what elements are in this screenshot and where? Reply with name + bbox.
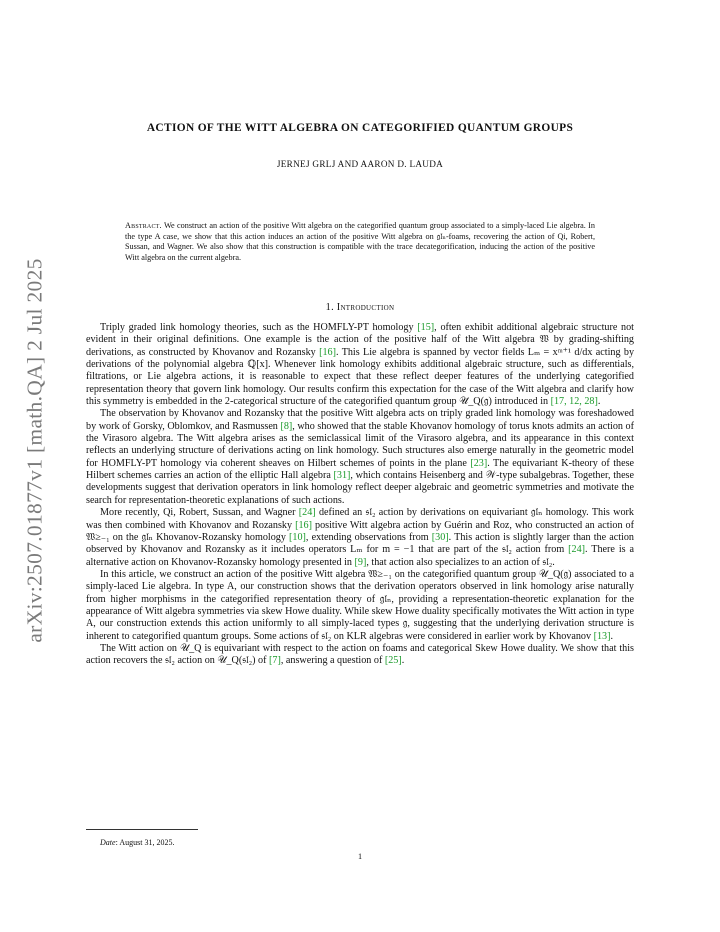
- section-heading-introduction: 1. Introduction: [325, 302, 395, 313]
- paragraph: [86, 322, 634, 408]
- paragraph-text: . This Lie algebra is spanned by vector fields Lₘ = xᵐ⁺¹ d/dx acting by derivations of the polynomial algebra ℚ[x]. Whenever link homology exhibits additional algebraic structure, such as differentials, filtrations, or Lie algebra actions, it is reasonable to expect that these reflect deeper features of the underlying categorified representation theory that govern link homology. Our results confirm this expectation for the case of the Witt algebra and clarify how this symmetry is embedded in the 2-categorical structure of the categorified quantum group 𝒰̇_Q(𝔤) introduced in: [86, 346, 635, 408]
- paragraph: [86, 507, 634, 569]
- paragraph-text: , that action also specializes to an action of 𝔰𝔩₂.: [366, 556, 555, 568]
- paragraph-text: , answering a question of: [280, 655, 385, 667]
- paragraph-text: .: [401, 655, 405, 667]
- paragraph-text: The observation by Khovanov and Rozansky that the positive Witt algebra acts on triply graded link homology was foreshadowed by work of Gorsky, Oblomkov, and Rasmussen: [86, 408, 634, 432]
- arxiv-identifier-stamp: [15, 255, 55, 645]
- abstract-label: Abstract.: [125, 221, 162, 230]
- paragraph: [86, 643, 634, 668]
- paragraph-text: .: [597, 396, 601, 408]
- paragraph-text: positive Witt algebra action by Guérin and Roz, who constructed an action of 𝔚≥₋₁ on the 𝔤𝔩ₙ Khovanov-Rozansky homology: [86, 519, 634, 543]
- paragraph-text: . The equivariant K-theory of these Hilbert schemes carries an action of the elliptic Hall algebra: [86, 457, 634, 482]
- citation-link[interactable]: [15]: [417, 322, 435, 333]
- citation-link[interactable]: [24]: [568, 544, 586, 556]
- citation-link[interactable]: [24]: [298, 507, 316, 519]
- paragraph-text: . There is a alternative action on Khovanov-Rozansky homology presented in: [86, 544, 634, 568]
- paragraph: [86, 569, 634, 643]
- paragraph-text: , extending observations from: [305, 531, 432, 543]
- paragraph-text: defined an 𝔰𝔩₂ action by derivations on equivariant 𝔤𝔩ₙ homology. This work was then combined with Khovanov and Rozansky: [86, 507, 634, 531]
- paragraph-text: , often exhibit additional algebraic structure not evident in their original definitions. One example is the action of the positive half of the Witt algebra 𝔚 by grading-shifting derivations, as constructed by Khovanov and Rozansky: [86, 322, 634, 358]
- paper-authors: JERNEJ GRLJ AND AARON D. LAUDA: [276, 159, 444, 169]
- citation-link[interactable]: [30]: [431, 531, 449, 543]
- citation-link[interactable]: [8]: [280, 420, 293, 432]
- introduction-body: [86, 322, 634, 668]
- paragraph-text: .: [610, 630, 613, 642]
- citation-link[interactable]: [31]: [333, 470, 351, 482]
- paragraph-text: , which contains Heisenberg and 𝒲-type subalgebras. Together, these developments suggest that derivation operators in link homology reflect deeper algebraic and geometric symmetries and motivate the search for representation-theoretic explanations of such actions.: [86, 470, 634, 506]
- footnote-divider: [86, 829, 198, 830]
- citation-link[interactable]: [25]: [384, 655, 402, 667]
- abstract-text: We construct an action of the positive Witt algebra on the categorified quantum group associated to a simply-laced Lie algebra. In the type A case, we show that this action induces an action of the positive Witt algebra on 𝔤𝔩ₙ-foams, recovering the action of Qi, Robert, Sussan, and Wagner. We also show that this construction is compatible with the trace decategorification, inducing the action of the positive Witt algebra on the current algebra.: [125, 221, 595, 262]
- citation-link[interactable]: [13]: [593, 630, 611, 642]
- paragraph-text: More recently, Qi, Robert, Sussan, and Wagner: [100, 507, 299, 519]
- date-label: Date: [100, 838, 116, 847]
- paragraph: [86, 408, 634, 507]
- citation-link[interactable]: [10]: [289, 531, 306, 543]
- citation-link[interactable]: [9]: [354, 556, 367, 568]
- page-number: 1: [357, 852, 363, 861]
- citation-link[interactable]: [16]: [319, 346, 336, 358]
- citation-link[interactable]: [23]: [470, 457, 488, 469]
- date-footnote: [100, 838, 174, 847]
- abstract: [125, 221, 595, 263]
- paragraph-text: Triply graded link homology theories, such as the HOMFLY-PT homology: [100, 322, 418, 333]
- paragraph-text: In this article, we construct an action of the positive Witt algebra 𝔚≥₋₁ on the categorified quantum group 𝒰̇_Q(𝔤) associated to a simply-laced Lie algebra. In type A, our construction shows that the derivation operators observed in link homology arise naturally from higher morphisms in the categorified representation theory of 𝔤𝔩ₙ, providing a representation-theoretic explanation for the appearance of Witt algebra symmetries via skew Howe duality. While skew Howe duality specifically motivates the Witt action in type A, our construction extends this action uniformly to all simply-laced types 𝔤, suggesting that the underlying derivation structure is inherent to categorified quantum groups. Some actions of 𝔰𝔩₂ on KLR algebras were considered in earlier work by Khovanov: [86, 568, 634, 642]
- citation-link[interactable]: [7]: [269, 655, 281, 667]
- paragraph-text: , who showed that the stable Khovanov homology of torus knots admits an action of the Virasoro algebra. The Witt algebra arises as the semiclassical limit of the Virasoro algebra, and its appearance in this context reflects an underlying structure of derivations acting on link homology. Such structures also emerge naturally in the geometric model for HOMFLY-PT homology via coherent sheaves on Hilbert schemes of points in the plane: [86, 420, 634, 469]
- paper-title: ACTION OF THE WITT ALGEBRA ON CATEGORIFIED QUANTUM GROUPS: [146, 122, 574, 134]
- paragraph-text: . This action is slightly larger than the action observed by Khovanov and Rozansky as it includes operators Lₘ for m = −1 that are part of the 𝔰𝔩₂ action from: [86, 531, 634, 556]
- citation-link[interactable]: [17, 12, 28]: [550, 396, 598, 408]
- citation-link[interactable]: [16]: [295, 519, 312, 531]
- date-value: : August 31, 2025.: [115, 838, 175, 847]
- arxiv-identifier: arXiv:2507.01877v1 [math.QA] 2 Jul 2025: [22, 257, 47, 643]
- paragraph-text: The Witt action on 𝒰_Q is equivariant with respect to the action on foams and categorical Skew Howe duality. We show that this action recovers the 𝔰𝔩₂ action on 𝒰_Q(𝔰𝔩₂) of: [86, 642, 634, 667]
